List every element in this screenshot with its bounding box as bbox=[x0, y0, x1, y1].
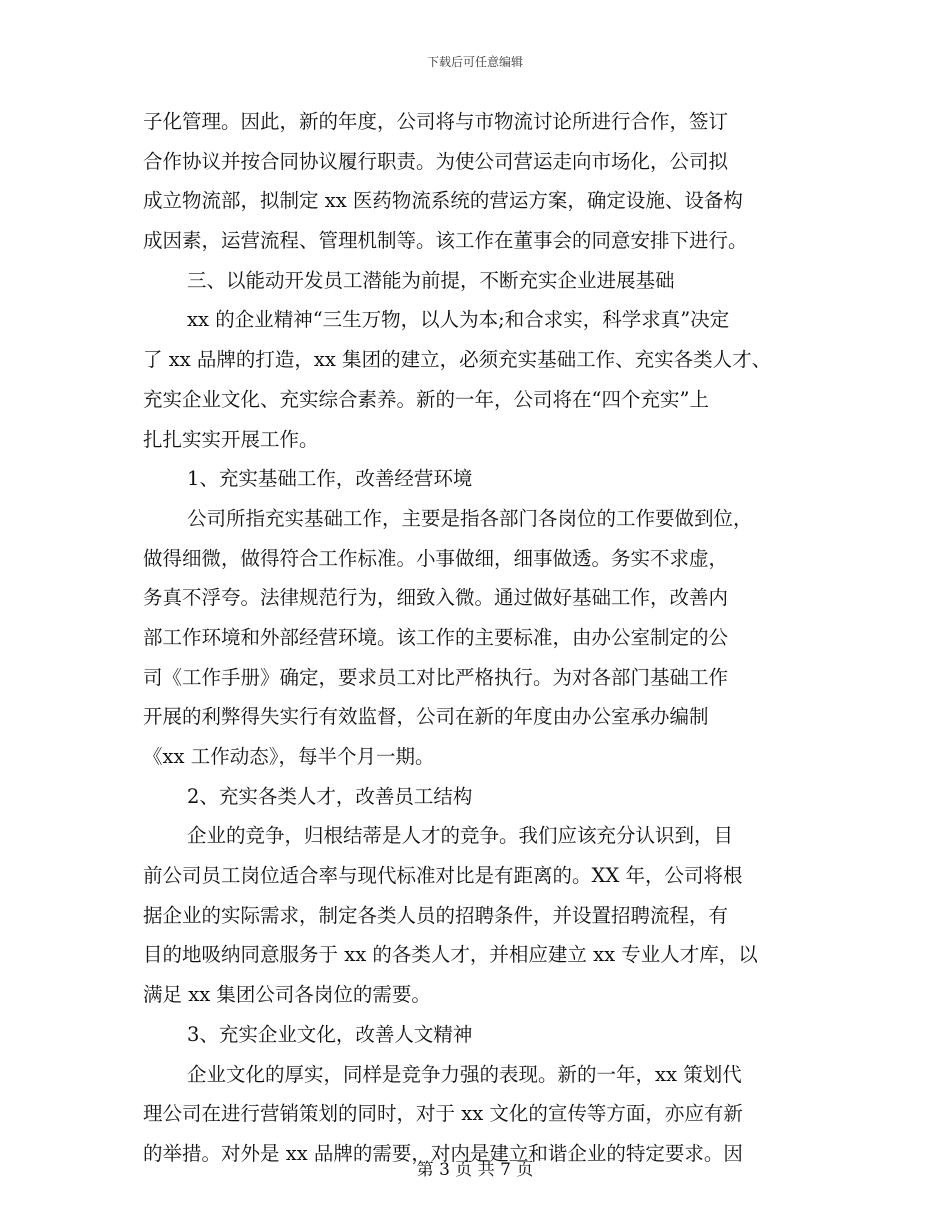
text-line: 成立物流部，拟制定 xx 医药物流系统的营运方案，确定设施、设备构 bbox=[143, 189, 743, 213]
text-line: 了 xx 品牌的打造，xx 集团的建立，必须充实基础工作、充实各类人才、 bbox=[143, 348, 772, 372]
header-note: 下载后可任意编辑 bbox=[426, 55, 523, 69]
text-line: 成因素，运营流程、管理机制等。该工作在董事会的同意安排下进行。 bbox=[143, 229, 748, 253]
text-line: 前公司员工岗位适合率与现代标准对比是有距离的。XX 年，公司将根 bbox=[143, 864, 743, 888]
page-footer bbox=[0, 1155, 950, 1180]
text-line: 《xx 工作动态》，每半个月一期。 bbox=[143, 745, 435, 768]
text-line: 做得细微，做得符合工作标准。小事做细，细事做透。务实不求虚， bbox=[143, 546, 729, 570]
text-line: 充实企业文化、充实综合素养。新的一年，公司将在“四个充实”上 bbox=[143, 387, 709, 411]
text-line: 扎扎实实开展工作。 bbox=[143, 427, 319, 451]
document-body bbox=[143, 102, 823, 1174]
text-line: 务真不浮夸。法律规范行为，细致入微。通过做好基础工作，改善内 bbox=[143, 586, 729, 610]
text-line: 满足 xx 集团公司各岗位的需要。 bbox=[143, 983, 431, 1007]
text-line: 三、以能动开发员工潜能为前提，不断充实企业进展基础 bbox=[187, 268, 675, 292]
text-line: 3、充实企业文化，改善人文精神 bbox=[187, 1022, 473, 1046]
text-line: 的举措。对外是 xx 品牌的需要，对内是建立和谐企业的特定要求。因 bbox=[143, 1141, 743, 1165]
text-line: 目的地吸纳同意服务于 xx 的各类人才，并相应建立 xx 专业人才库，以 bbox=[143, 943, 758, 967]
text-line: 开展的利弊得失实行有效监督，公司在新的年度由办公室承办编制 bbox=[143, 705, 709, 729]
text-line: 部工作环境和外部经营环境。该工作的主要标准，由办公室制定的公 bbox=[143, 625, 729, 649]
text-line: 子化管理。因此，新的年度，公司将与市物流讨论所进行合作，签订 bbox=[143, 110, 729, 133]
text-line: xx 的企业精神“三生万物，以人为本;和合求实，科学求真”决定 bbox=[187, 308, 730, 332]
page-header bbox=[0, 53, 950, 70]
text-line: 理公司在进行营销策划的同时，对于 xx 文化的宣传等方面，亦应有新 bbox=[143, 1102, 743, 1126]
text-line: 企业的竞争，归根结蒂是人才的竞争。我们应该充分认识到，目 bbox=[187, 824, 734, 848]
text-line: 合作协议并按合同协议履行职责。为使公司营运走向市场化，公司拟 bbox=[143, 149, 729, 173]
text-line: 1、充实基础工作，改善经营环境 bbox=[187, 467, 473, 491]
text-line: 司《工作手册》确定，要求员工对比严格执行。为对各部门基础工作 bbox=[143, 665, 729, 689]
text-line: 企业文化的厚实，同样是竞争力强的表现。新的一年，xx 策划代 bbox=[187, 1062, 742, 1086]
text-line: 2、充实各类人才，改善员工结构 bbox=[187, 784, 473, 808]
text-line: 公司所指充实基础工作，主要是指各部门各岗位的工作要做到位， bbox=[187, 506, 753, 530]
page-number: 第 3 页 共 7 页 bbox=[416, 1160, 534, 1180]
text-line: 据企业的实际需求，制定各类人员的招聘条件，并设置招聘流程，有 bbox=[143, 903, 729, 927]
